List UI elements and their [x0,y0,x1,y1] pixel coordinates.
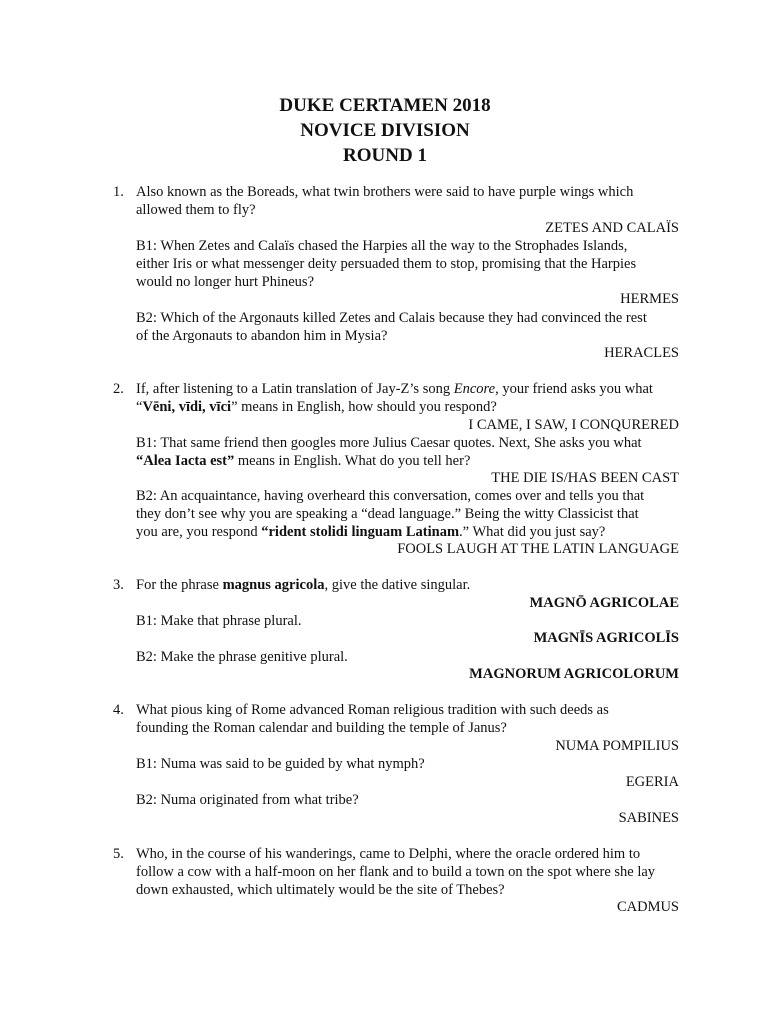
question-text-line: What pious king of Rome advanced Roman religious tradition with such deeds as [136,702,609,718]
bonus-2-line: they don’t see why you are speaking a “dead language.” Being the witty Classicist that [136,506,639,522]
bonus-1-line: B1: Make that phrase plural. [136,613,302,629]
bonus-1-line: B1: Numa was said to be guided by what nymph? [136,756,425,772]
round-title: ROUND 1 [343,145,427,166]
bonus-2-answer: SABINES [618,810,679,826]
bonus-2-line: you are, you respond “rident stolidi linguam Latinam.” What did you just say? [136,524,606,540]
question-text-line: “Vēni, vīdi, vīci” means in English, how should you respond? [136,399,497,415]
question-text-line: If, after listening to a Latin translation of Jay-Z’s song Encore, your friend asks you what [136,381,653,397]
bonus-2-line: B2: An acquaintance, having overheard this conversation, comes over and tells you that [136,488,645,504]
question-text-line: founding the Roman calendar and building the temple of Janus? [136,720,507,736]
question-text-line: Also known as the Boreads, what twin brothers were said to have purple wings which [136,184,634,200]
answer: ZETES AND CALAÏS [545,220,679,236]
document-title: DUKE CERTAMEN 2018 [279,95,491,116]
bonus-2-line: B2: Which of the Argonauts killed Zetes and Calais because they had convinced the rest [136,310,647,326]
question-number: 1. [113,184,124,200]
bonus-1-answer: THE DIE IS/HAS BEEN CAST [491,470,679,486]
answer: CADMUS [616,899,679,915]
bonus-1-line: B1: That same friend then googles more Julius Caesar quotes. Next, She asks you what [136,435,642,451]
bonus-1-answer: HERMES [620,291,679,307]
question-number: 4. [113,702,124,718]
question-text-line: Who, in the course of his wanderings, came to Delphi, where the oracle ordered him to [136,846,641,862]
bonus-2-answer: MAGNORUM AGRICOLORUM [469,666,679,682]
division-title: NOVICE DIVISION [300,120,470,141]
bonus-2-line: B2: Numa originated from what tribe? [136,792,359,808]
bonus-1-line: either Iris or what messenger deity persuaded them to stop, promising that the Harpies [136,256,637,272]
answer: MAGNŌ AGRICOLAE [529,595,679,611]
question-number: 2. [113,381,124,397]
question-text-line: For the phrase magnus agricola, give the dative singular. [136,577,471,593]
bonus-1-answer: EGERIA [625,774,679,790]
bonus-1-answer: MAGNĪS AGRICOLĪS [533,630,679,646]
bonus-1-line: B1: When Zetes and Calaïs chased the Harpies all the way to the Strophades Islands, [136,238,628,254]
bonus-2-answer: FOOLS LAUGH AT THE LATIN LANGUAGE [397,541,679,557]
bonus-2-line: of the Argonauts to abandon him in Mysia? [136,328,388,344]
bonus-2-answer: HERACLES [604,345,679,361]
question-text-line: down exhausted, which ultimately would be the site of Thebes? [136,882,505,898]
question-number: 5. [113,846,124,862]
bonus-2-line: B2: Make the phrase genitive plural. [136,649,348,665]
question-number: 3. [113,577,124,593]
question-text-line: follow a cow with a half-moon on her flank and to build a town on the spot where she lay [136,864,656,880]
answer: NUMA POMPILIUS [555,738,679,754]
answer: I CAME, I SAW, I CONQURERED [468,417,679,433]
bonus-1-line: “Alea Iacta est” means in English. What do you tell her? [136,453,471,469]
question-text-line: allowed them to fly? [136,202,256,218]
bonus-1-line: would no longer hurt Phineus? [136,274,315,290]
